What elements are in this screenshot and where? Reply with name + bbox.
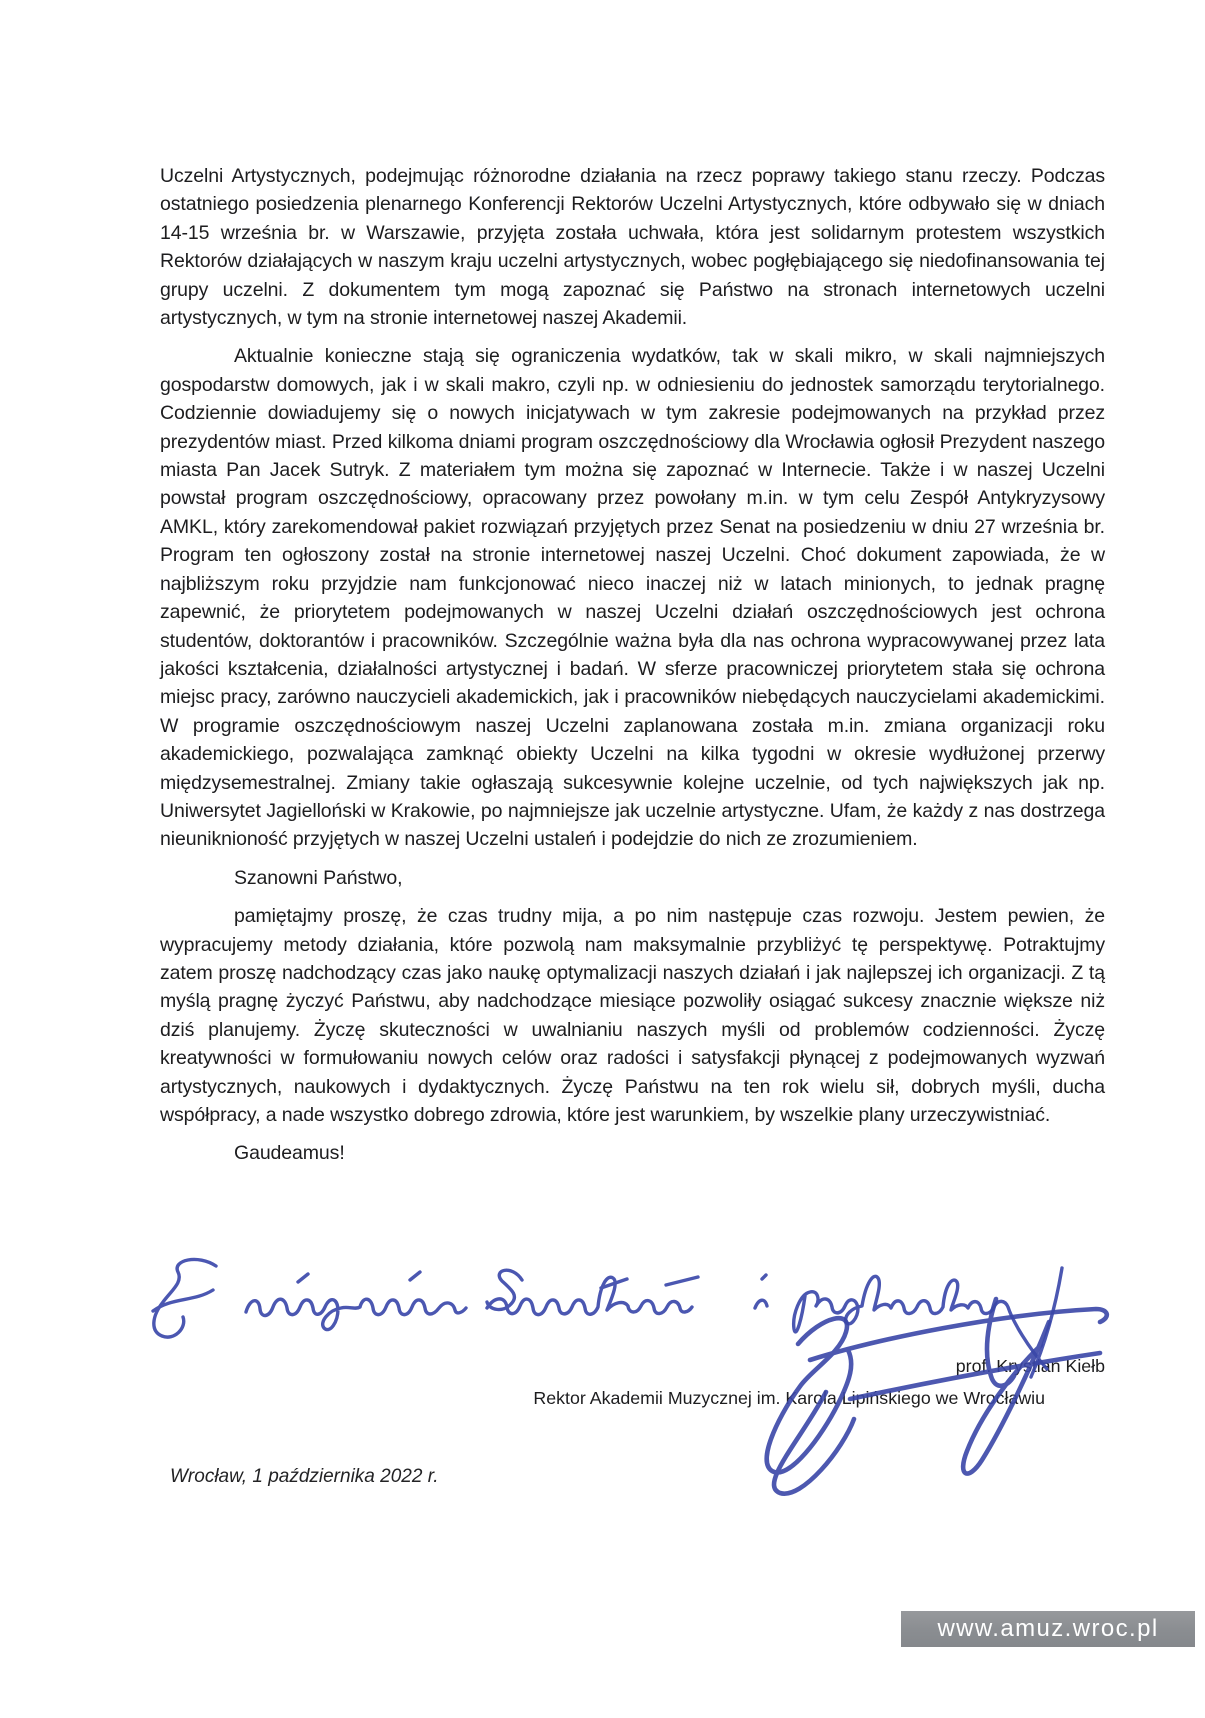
letter-body bbox=[160, 162, 1105, 1178]
paragraph-wishes: pamiętajmy proszę, że czas trudny mija, a po nim następuje czas rozwoju. Jestem pewien, że wypracujemy metody działania, które pozwolą nam maksymalnie przybliżyć tę perspektywę. Potraktujmy zatem proszę nadchodzący czas jako naukę optymalizacji naszych działań i jak najlepszej ich organizacji. Z tą myślą pragnę życzyć Państwu, aby nadchodzące miesiące pozwoliły osiągać sukcesy znacznie większe niż dziś planujemy. Życzę skuteczności w uwalnianiu naszych myśli od problemów codzienności. Życzę kreatywności w formułowaniu nowych celów oraz radości i satysfakcji płynącej z podejmowanych wyzwań artystycznych, naukowych i dydaktycznych. Życzę Państwu na ten rok wielu sił, dobrych myśli, ducha współpracy, a nade wszystko dobrego zdrowia, które jest warunkiem, by wszelkie plany urzeczywistniać. bbox=[160, 905, 1105, 1126]
paragraph-continuation: Uczelni Artystycznych, podejmując różnorodne działania na rzecz poprawy takiego stanu rzeczy. Podczas ostatniego posiedzenia plenarnego Konferencji Rektorów Uczelni Artystycznych, które odbywało się w dniach 14-15 września br. w Warszawie, przyjęta została uchwała, która jest solidarnym protestem wszystkich Rektorów działających w naszym kraju uczelni artystycznych, wobec pogłębiającego się niedofinansowania tej grupy uczelni. Z dokumentem tym mogą zapoznać się Państwo na stronach internetowych uczelni artystycznych, w tym na stronie internetowej naszej Akademii. bbox=[160, 165, 1105, 330]
website-footer-bar bbox=[901, 1611, 1195, 1647]
signer-name: prof. Krystian Kiełb bbox=[955, 1356, 1105, 1376]
paragraph-savings: Aktualnie konieczne stają się ograniczenia wydatków, tak w skali mikro, w skali najmniejszych gospodarstw domowych, jak i w skali makro, czyli np. w odniesieniu do jednostek samorządu terytorialnego. Codziennie dowiadujemy się o nowych inicjatywach w tym zakresie podejmowanych na przykład przez prezydentów miast. Przed kilkoma dniami program oszczędnościowy dla Wrocławia ogłosił Prezydent naszego miasta Pan Jacek Sutryk. Z materiałem tym można się zapoznać w Internecie. Także i w naszej Uczelni powstał program oszczędnościowy, opracowany przez powołany m.in. w tym celu Zespół Antykryzysowy AMKL, który zarekomendował pakiet rozwiązań przyjętych przez Senat na posiedzeniu w dniu 27 września br. Program ten ogłoszony został na stronie internetowej naszej Uczelni. Choć dokument zapowiada, że w najbliższym roku przyjdzie nam funkcjonować nieco inaczej niż w latach minionych, to jednak pragnę zapewnić, że priorytetem podejmowanych w naszej Uczelni działań oszczędnościowych jest ochrona studentów, doktorantów i pracowników. Szczególnie ważna była dla nas ochrona wypracowywanej przez lata jakości kształcenia, działalności artystycznej i badań. W sferze pracowniczej priorytetem stała się ochrona miejsc pracy, zarówno nauczycieli akademickich, jak i pracowników niebędących nauczycielami akademickimi. W programie oszczędnościowym naszej Uczelni zaplanowana została m.in. zmiana organizacji roku akademickiego, pozwalająca zamknąć obiekty Uczelni na kilka tygodni w okresie wydłużonej przerwy międzysemestralnej. Zmiany takie ogłaszają sukcesywnie kolejne uczelnie, od tych największych jak np. Uniwersytet Jagielloński w Krakowie, po najmniejsze jak uczelnie artystyczne. Ufam, że każdy z nas dostrzega nieuniknioność przyjętych w naszej Uczelni ustaleń i podejdzie do nich ze zrozumieniem. bbox=[160, 345, 1105, 851]
gaudeamus-line: Gaudeamus! bbox=[234, 1142, 345, 1165]
signer-title: Rektor Akademii Muzycznej im. Karola Lipińskiego we Wrocławiu bbox=[533, 1388, 1045, 1408]
dateline: Wrocław, 1 października 2022 r. bbox=[170, 1466, 439, 1487]
handwritten-closing-phrase bbox=[153, 1259, 1062, 1377]
website-url: www.amuz.wroc.pl bbox=[937, 1615, 1159, 1642]
salutation: Szanowni Państwo, bbox=[234, 866, 403, 889]
